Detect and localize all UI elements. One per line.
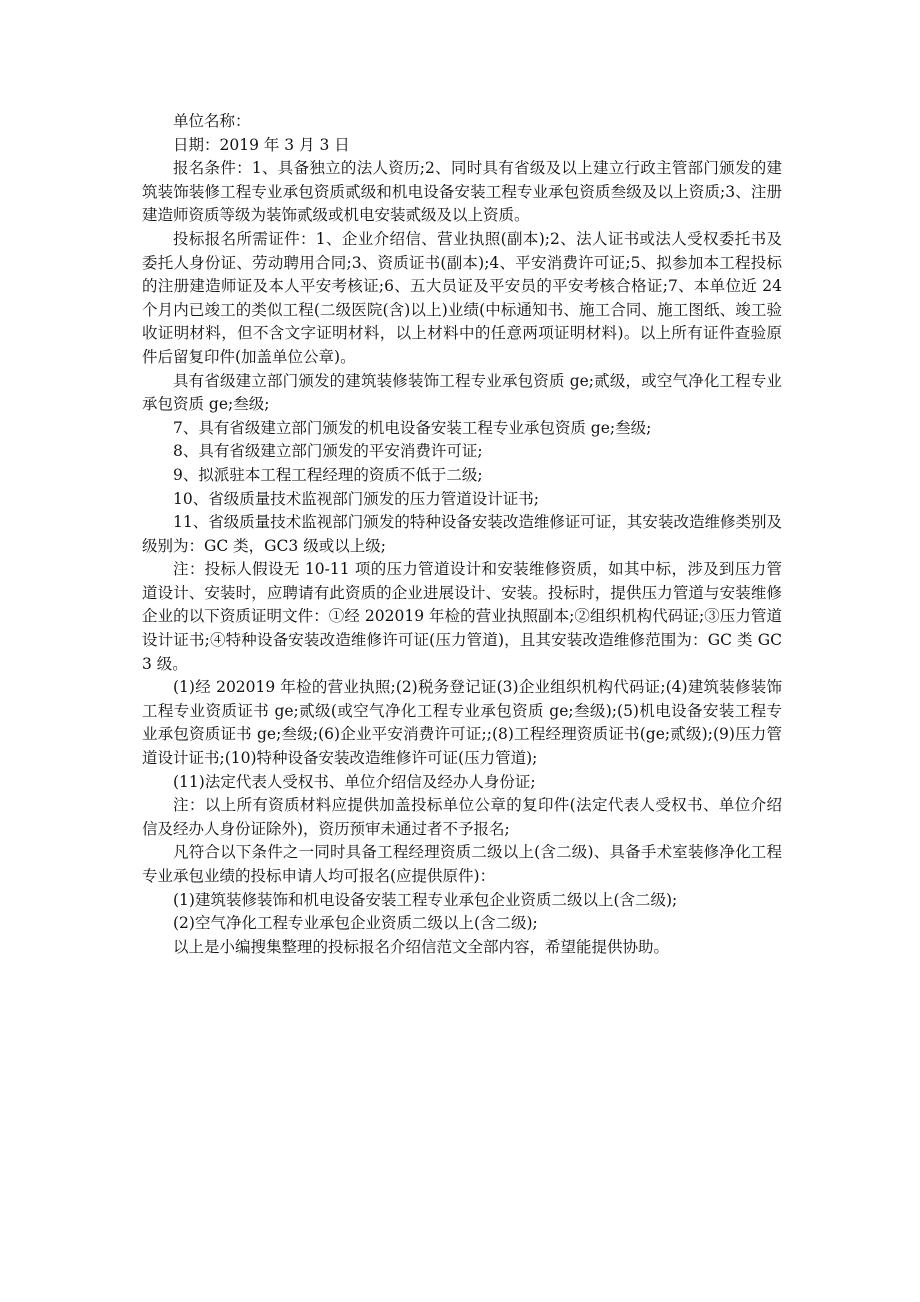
- certificate-list-paragraph: (1)经 202019 年检的营业执照;(2)税务登记证(3)企业组织机构代码证;(4)建筑装修装饰工程专业资质证书 ge;贰级(或空气净化工程专业承包资质 ge;叁级);(5)机电设备安装工程专业承包资质证书 ge;叁级;(6)企业平安消费许可证;;(8)工程经理资质证书(ge;贰级);(9)压力管道设计证书;(10)特种设备安装改造维修许可证(压力管道);: [142, 678, 782, 768]
- unit-name-line: 单位名称：: [173, 112, 251, 130]
- certificate-item-11: (11)法定代表人受权书、单位介绍信及经办人身份证;: [173, 772, 536, 791]
- required-documents-paragraph: 投标报名所需证件：1、企业介绍信、营业执照(副本);2、法人证书或法人受权委托书及委托人身份证、劳动聘用合同;3、资质证书(副本);4、平安消费许可证;5、拟参加本工程投标的注册建造师证及本人平安考核证;6、五大员证及平安员的平安考核合格证;7、本单位近 24 个月内已竣工的类似工程(二级医院(含)以上)业绩(中标通知书、施工合同、施工图纸、竣工验收证明材料，但不含文字证明材料，以上材料中的任意两项证明材料)。以上所有证件查验原件后留复印件(加盖单位公章)。: [142, 229, 782, 366]
- document-body: [142, 110, 782, 959]
- copy-requirement-note: 注：以上所有资质材料应提供加盖投标单位公章的复印件(法定代表人受权书、单位介绍信及经办人身份证除外)，资历预审未通过者不予报名;: [142, 796, 782, 838]
- eligibility-condition-1: (1)建筑装修装饰和机电设备安装工程专业承包企业资质二级以上(含二级);: [173, 890, 678, 909]
- eligibility-condition-2: (2)空气净化工程专业承包企业资质二级以上(含二级);: [173, 914, 538, 933]
- requirement-item-11: 11、省级质量技术监视部门颁发的特种设备安装改造维修证可证，其安装改造维修类别及级别为：GC 类，GC3 级或以上级;: [142, 513, 782, 555]
- decoration-qualification-paragraph: 具有省级建立部门颁发的建筑装修装饰工程专业承包资质 ge;贰级，或空气净化工程专业承包资质 ge;叁级;: [142, 371, 782, 414]
- requirement-item-9: 9、拟派驻本工程工程经理的资质不低于二级;: [173, 465, 483, 484]
- requirement-item-7: 7、具有省级建立部门颁发的机电设备安装工程专业承包资质 ge;叁级;: [173, 418, 652, 437]
- requirement-item-10: 10、省级质量技术监视部门颁发的压力管道设计证书;: [173, 489, 539, 508]
- registration-conditions-paragraph: 报名条件：1、具备独立的法人资历;2、同时具有省级及以上建立行政主管部门颁发的建筑装饰装修工程专业承包资质贰级和机电设备安装工程专业承包资质叁级及以上资质;3、注册建造师资质等级为装饰贰级或机电安装贰级及以上资质。: [142, 159, 782, 225]
- requirement-item-8: 8、具有省级建立部门颁发的平安消费许可证;: [173, 442, 483, 461]
- eligibility-paragraph: 凡符合以下条件之一同时具备工程经理资质二级以上(含二级)、具备手术室装修净化工程专业承包业绩的投标申请人均可报名(应提供原件)：: [142, 843, 782, 885]
- closing-line: 以上是小编搜集整理的投标报名介绍信范文全部内容，希望能提供协助。: [173, 937, 670, 956]
- date-line: 日期：2019 年 3 月 3 日: [173, 135, 350, 154]
- pressure-pipe-note-paragraph: 注：投标人假设无 10-11 项的压力管道设计和安装维修资质，如其中标，涉及到压力管道设计、安装时，应聘请有此资质的企业进展设计、安装。投标时，提供压力管道与安装维修企业的以下资质证明文件：①经 202019 年检的营业执照副本;②组织机构代码证;③压力管道设计证书;④特种设备安装改造维修许可证(压力管道)，且其安装改造维修范围为：GC 类 GC3 级。: [142, 560, 782, 673]
